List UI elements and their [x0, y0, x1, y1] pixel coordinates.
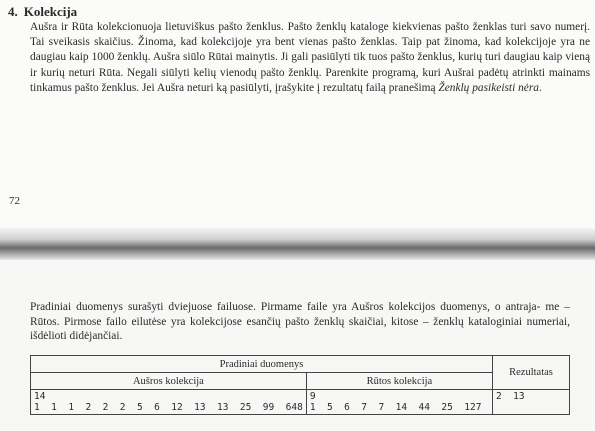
ausra-data-cell	[31, 390, 307, 415]
task-title: Kolekcija	[23, 4, 78, 19]
ausra-values: 1 1 1 2 2 2 5 6 12 13 13 25 99 648	[34, 402, 303, 413]
ruta-data-cell	[306, 390, 492, 415]
table-header-result: Rezultatas	[493, 356, 570, 390]
task-heading	[8, 4, 77, 20]
task-final-message: Ženklų pasikeisti nėra	[438, 81, 539, 94]
task-final-period: .	[538, 81, 542, 94]
table-col-ausra: Aušros kolekcija	[31, 373, 307, 390]
input-description: Pradiniai duomenys surašyti dviejuose failuose. Pirmame faile yra Aušros kolekcijos duomenys, o antraja- me – Rūtos. Pirmose failo eilutėse yra kolekcijose esančių pašto ženklų skaičiai, kitose – ženklų kataloginiai numeriai, išdėlioti didėjančiai.	[30, 301, 570, 342]
ausra-count: 14	[34, 391, 46, 402]
task-number: 4.	[8, 4, 18, 19]
example-table	[30, 355, 570, 415]
ruta-count: 9	[309, 391, 316, 402]
task-body-text: Aušra ir Rūta kolekcionuoja lietuviškus pašto ženklus. Pašto ženklų kataloge kiekvienas pašto ženklas turi savo numerį. Tai sveikasis skaičius. Žinoma, kad kolekcijoje yra bent vienas pašto ženklas. Taip pat žinoma, kad kolekcijoje yra ne daugiau kaip 1000 ženklų. Aušra siūlo Rūtai mainytis. Ji gali pasiūlyti tik tuos pašto ženklus, kurių turi daugiau kaip vieną ir kurių neturi Rūta. Negali siūlyti kelių vienodų pašto ženklų. Parenkite programą, kuri Aušrai padėtų atrinkti mainams tinkamus pašto ženklus. Jei Aušra neturi ką pasiūlyti, įrašykite į rezultatų failą pranešimą	[30, 21, 590, 94]
table-header-input: Pradiniai duomenys	[31, 356, 493, 373]
task-body	[30, 20, 590, 96]
page-gutter	[0, 228, 595, 260]
page-number: 72	[9, 195, 20, 207]
table-col-ruta: Rūtos kolekcija	[306, 373, 492, 390]
result-data-cell	[493, 390, 570, 415]
result-values: 2 13	[496, 391, 525, 402]
ruta-values: 1 5 6 7 7 14 44 25 127	[309, 402, 482, 413]
